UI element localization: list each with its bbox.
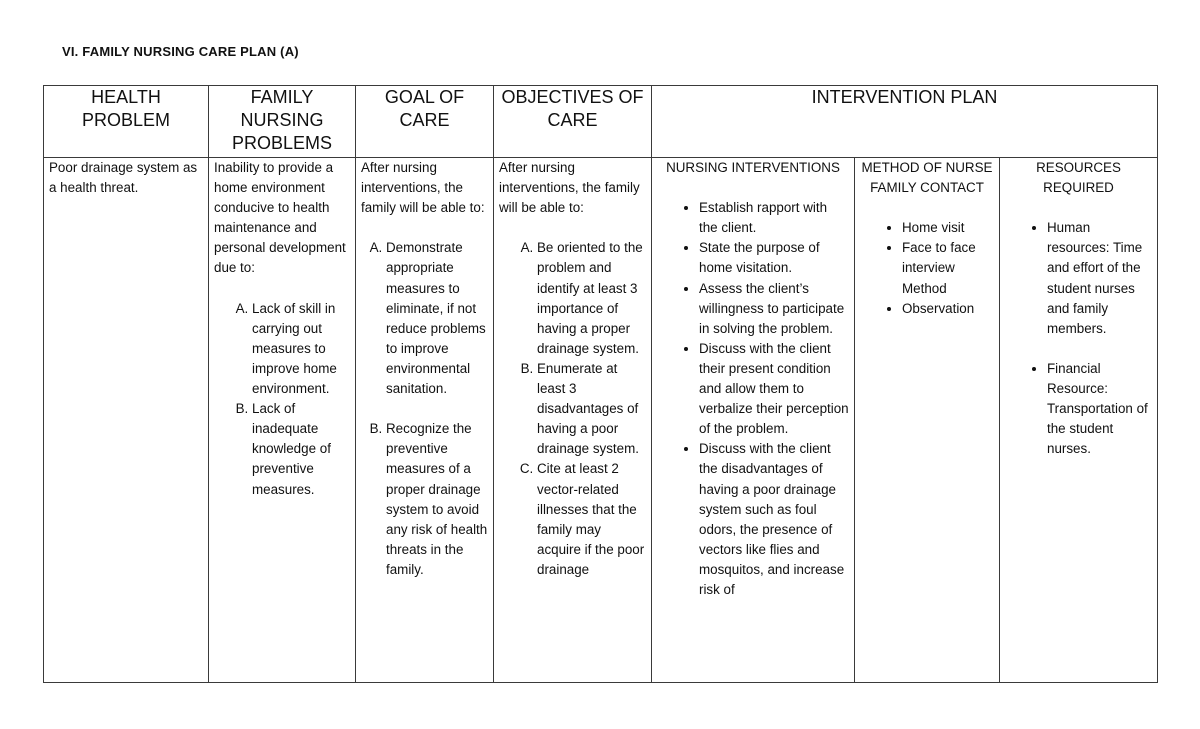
header-intervention-plan: INTERVENTION PLAN xyxy=(652,86,1158,158)
list-item: • Establish rapport with the client. xyxy=(699,198,849,238)
goal-intro: After nursing interventions, the family will be able to: xyxy=(361,160,485,216)
header-row xyxy=(44,86,1158,158)
header-goal-of-care: GOAL OF CARE xyxy=(356,86,494,158)
list-item: • Observation xyxy=(902,299,994,319)
list-item: B. Enumerate at least 3 disadvantages of having a poor drainage system. xyxy=(537,359,646,459)
cell-family-nursing-problem xyxy=(209,158,356,683)
list-item: • Financial Resource: Transportation of the student nurses. xyxy=(1047,359,1152,459)
care-plan-table xyxy=(43,85,1158,683)
nursing-interventions-list xyxy=(657,198,849,600)
cell-health-problem xyxy=(44,158,209,683)
list-item: • State the purpose of home visitation. xyxy=(699,238,849,278)
list-item: • Home visit xyxy=(902,218,994,238)
list-item: • Discuss with the client their present condition and allow them to verbalize their perception of the problem. xyxy=(699,339,849,439)
list-item: • Human resources: Time and effort of the student nurses and family members. xyxy=(1047,218,1152,339)
resources-heading: RESOURCES REQUIRED xyxy=(1036,160,1121,196)
family-problem-intro: Inability to provide a home environment conducive to health maintenance and personal development due to: xyxy=(214,160,346,276)
body-row xyxy=(44,158,1158,683)
list-item: • Face to face interview Method xyxy=(902,238,994,298)
header-health-problem: HEALTH PROBLEM xyxy=(44,86,209,158)
cell-method-of-contact xyxy=(855,158,1000,683)
header-family-nursing-problems: FAMILY NURSING PROBLEMS xyxy=(209,86,356,158)
cell-goal-of-care xyxy=(356,158,494,683)
list-item: B. Lack of inadequate knowledge of preventive measures. xyxy=(252,399,350,499)
list-item: B. Recognize the preventive measures of a proper drainage system to avoid any risk of health threats in the family. xyxy=(386,419,488,580)
objectives-list xyxy=(499,238,646,580)
list-item: • Assess the client’s willingness to participate in solving the problem. xyxy=(699,279,849,339)
nursing-interventions-heading: NURSING INTERVENTIONS xyxy=(666,160,840,175)
resources-list xyxy=(1005,218,1152,459)
health-problem-text: Poor drainage system as a health threat. xyxy=(49,160,198,196)
list-item: • Discuss with the client the disadvantages of having a poor drainage system such as foul odors, the presence of vectors like flies and mosquitos, and increase risk of xyxy=(699,439,849,600)
objectives-intro: After nursing interventions, the family will be able to: xyxy=(499,160,640,216)
list-item: A. Be oriented to the problem and identify at least 3 importance of having a proper drainage system. xyxy=(537,238,646,359)
goal-list xyxy=(361,238,488,580)
list-item: C. Cite at least 2 vector-related illnesses that the family may acquire if the poor drainage xyxy=(537,459,646,580)
method-of-contact-list xyxy=(860,218,994,318)
document-title: VI. FAMILY NURSING CARE PLAN (A) xyxy=(62,44,299,59)
cell-objectives-of-care xyxy=(494,158,652,683)
method-of-contact-heading: METHOD OF NURSE FAMILY CONTACT xyxy=(861,160,993,196)
header-objectives-of-care: OBJECTIVES OF CARE xyxy=(494,86,652,158)
cell-nursing-interventions xyxy=(652,158,855,683)
list-item: A. Lack of skill in carrying out measures to improve home environment. xyxy=(252,299,350,399)
cell-resources-required xyxy=(1000,158,1158,683)
family-problem-list xyxy=(214,299,350,500)
list-item: A. Demonstrate appropriate measures to eliminate, if not reduce problems to improve environmental sanitation. xyxy=(386,238,488,399)
